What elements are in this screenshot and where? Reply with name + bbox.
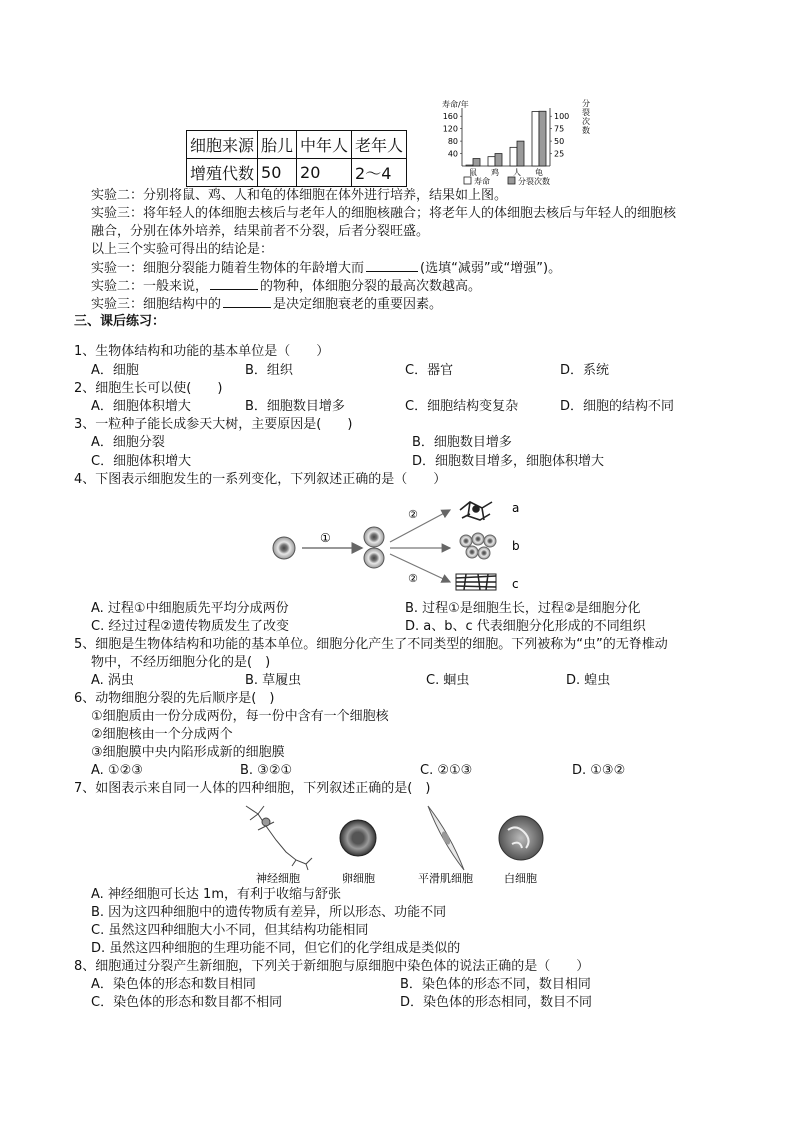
step-2-label-top: ② — [408, 508, 418, 521]
table-cell: 细胞来源 — [187, 131, 258, 159]
q8-option-b[interactable]: B．染色体的形态不同，数目相同 — [400, 977, 591, 992]
bar-lifespan-1 — [488, 157, 495, 166]
question-1-stem: 1、生物体结构和功能的基本单位是（ ） — [74, 344, 330, 359]
question-6-stem: 6、动物细胞分裂的先后顺序是( ) — [74, 691, 275, 706]
caption-egg-cell: 卵细胞 — [342, 872, 375, 885]
q6-statement-1: ①细胞质由一份分成两份，每一份中含有一个细胞核 — [91, 709, 389, 724]
nerve-cell-figure — [246, 806, 312, 870]
q8-option-d[interactable]: D．染色体的形态相同，数目不同 — [400, 995, 593, 1010]
table-cell: 2～4 — [352, 159, 407, 187]
q6-statement-2: ②细胞核由一个分成两个 — [91, 727, 233, 742]
conclusion-three — [91, 295, 442, 313]
bar-division-0 — [473, 159, 480, 166]
q6-option-c[interactable]: C. ②①③ — [420, 763, 473, 778]
caption-nerve-cell: 神经细胞 — [256, 872, 300, 885]
bar-lifespan-3 — [532, 112, 539, 166]
q7-option-d[interactable]: D. 虽然这四种细胞的生理功能不同，但它们的化学组成是类似的 — [91, 941, 461, 956]
q1-option-b[interactable]: B．组织 — [245, 363, 293, 378]
category-label: 鼠 — [469, 168, 477, 177]
four-cells-figure — [236, 800, 556, 886]
conclusion-one — [91, 259, 561, 277]
q4-option-a[interactable]: A. 过程①中细胞质先平均分成两份 — [91, 601, 289, 616]
q4-option-b[interactable]: B. 过程①是细胞生长，过程②是细胞分化 — [405, 601, 641, 616]
q1-option-c[interactable]: C．器官 — [405, 363, 454, 378]
legend-label-division: 分裂次数 — [518, 177, 550, 186]
q3-option-b[interactable]: B．细胞数目增多 — [412, 435, 512, 450]
tissue-label-a: a — [512, 501, 520, 515]
lifespan-division-chart — [428, 96, 588, 188]
question-3-stem: 3、一粒种子能长成参天大树，主要原因是( ) — [74, 417, 353, 432]
single-cell — [273, 537, 295, 559]
tissue-label-c: c — [512, 577, 519, 591]
step-1-label: ① — [320, 531, 331, 545]
y-axis-label-right-char: 数 — [582, 126, 590, 135]
caption-white-blood-cell: 白细胞 — [504, 872, 537, 885]
answer-blank[interactable] — [366, 259, 418, 272]
q2-option-c[interactable]: C．细胞结构变复杂 — [405, 399, 519, 414]
q8-option-a[interactable]: A．染色体的形态和数目相同 — [91, 977, 256, 992]
q1-option-a[interactable]: A．细胞 — [91, 363, 139, 378]
tick-label-left: 40 — [447, 149, 458, 159]
egg-cell-figure — [340, 820, 376, 856]
question-5-stem-line1: 5、细胞是生物体结构和功能的基本单位。细胞分化产生了不同类型的细胞。下列被称为“虫”的无脊椎动 — [74, 637, 668, 652]
q6-statement-3: ③细胞膜中央内陷形成新的细胞膜 — [91, 745, 285, 760]
q7-option-b[interactable]: B. 因为这四种细胞中的遗传物质有差异，所以形态、功能不同 — [91, 905, 447, 920]
white-blood-cell-figure — [499, 816, 543, 860]
tick-label-right: 75 — [554, 124, 565, 134]
bar-division-1 — [495, 154, 502, 166]
q5-option-b[interactable]: B. 草履虫 — [245, 673, 302, 688]
conclusion-three-suffix: 是决定细胞衰老的重要因素。 — [273, 297, 443, 312]
epithelial-tissue-figure — [460, 533, 496, 559]
caption-smooth-muscle-cell: 平滑肌细胞 — [418, 872, 473, 885]
divided-cell-bottom — [364, 548, 384, 568]
legend-swatch-division — [508, 177, 515, 184]
q5-option-d[interactable]: D. 蝗虫 — [566, 673, 611, 688]
proliferation-table — [186, 130, 407, 187]
y-axis-label-left: 寿命/年 — [442, 100, 469, 109]
step-2-arrow-a — [390, 510, 450, 542]
q3-option-a[interactable]: A．细胞分裂 — [91, 435, 165, 450]
q3-option-c[interactable]: C．细胞体积增大 — [91, 454, 192, 469]
q2-option-a[interactable]: A．细胞体积增大 — [91, 399, 191, 414]
bar-lifespan-2 — [510, 147, 517, 166]
q1-option-d[interactable]: D．系统 — [560, 363, 610, 378]
table-cell: 50 — [258, 159, 297, 187]
question-4-stem: 4、下图表示细胞发生的一系列变化，下列叙述正确的是（ ） — [74, 472, 447, 487]
table-cell: 胎儿 — [258, 131, 297, 159]
step-2-label-bottom: ② — [408, 572, 418, 585]
table-cell: 20 — [297, 159, 352, 187]
y-axis-label-right-char: 裂 — [582, 108, 590, 117]
tick-label-left: 120 — [442, 124, 458, 134]
experiment-three-line2: 融合，分别在体外培养，结果前者不分裂，后者分裂旺盛。 — [91, 224, 430, 239]
conclusion-two — [91, 277, 481, 295]
tick-label-left: 160 — [442, 112, 458, 122]
q4-option-d[interactable]: D. a、b、c 代表细胞分化形成的不同组织 — [405, 619, 646, 634]
tick-label-right: 25 — [554, 149, 565, 159]
q6-option-a[interactable]: A. ①②③ — [91, 763, 143, 778]
conclusion-two-suffix: 的物种，体细胞分裂的最高次数越高。 — [260, 279, 482, 294]
legend-swatch-lifespan — [464, 177, 471, 184]
legend-label-lifespan: 寿命 — [474, 177, 490, 186]
smooth-muscle-cell-figure — [428, 806, 464, 870]
experiment-three-line1: 实验三：将年轻人的体细胞去核后与老年人的细胞核融合；将老年人的体细胞去核后与年轻人的细胞核 — [91, 206, 677, 221]
conclusion-intro: 以上三个实验可得出的结论是： — [91, 242, 274, 257]
q2-option-d[interactable]: D．细胞的结构不同 — [560, 399, 675, 414]
q5-option-c[interactable]: C. 蛔虫 — [426, 673, 470, 688]
q8-option-c[interactable]: C．染色体的形态和数目都不相同 — [91, 995, 283, 1010]
table-cell: 中年人 — [297, 131, 352, 159]
conclusion-two-text: 实验二：一般来说， — [91, 279, 209, 294]
bar-division-2 — [517, 141, 524, 166]
step-2-arrow-c — [390, 554, 450, 582]
tick-label-right: 50 — [554, 137, 565, 147]
q6-option-d[interactable]: D. ①③② — [572, 763, 626, 778]
tick-label-right: 100 — [554, 112, 570, 122]
conclusion-one-suffix: (选填“减弱”或“增强”)。 — [420, 261, 562, 276]
q2-option-b[interactable]: B．细胞数目增多 — [245, 399, 345, 414]
q7-option-c[interactable]: C. 虽然这四种细胞大小不同，但其结构功能相同 — [91, 923, 369, 938]
chart-legend — [464, 176, 550, 186]
category-label: 人 — [513, 168, 521, 177]
table-row — [187, 131, 407, 159]
answer-blank[interactable] — [223, 295, 271, 308]
y-axis-label-right — [582, 98, 590, 135]
divided-cell-top — [364, 527, 384, 547]
q7-option-a[interactable]: A. 神经细胞可长达 1m，有利于收缩与舒张 — [91, 887, 341, 902]
question-8-stem: 8、细胞通过分裂产生新细胞，下列关于新细胞与原细胞中染色体的说法正确的是（ ） — [74, 959, 590, 974]
nerve-tissue-figure — [460, 502, 492, 520]
tick-label-left: 80 — [447, 137, 458, 147]
cell-change-diagram — [270, 492, 530, 598]
conclusion-one-text: 实验一：细胞分裂能力随着生物体的年龄增大而 — [91, 261, 365, 276]
table-cell: 老年人 — [352, 131, 407, 159]
bar-lifespan-0 — [466, 165, 473, 166]
table-row — [187, 159, 407, 187]
section-title: 三、课后练习： — [74, 314, 166, 329]
question-7-stem: 7、如图表示来自同一人体的四种细胞，下列叙述正确的是( ) — [74, 781, 431, 796]
question-5-stem-line2: 物中，不经历细胞分化的是( ) — [91, 655, 271, 670]
table-cell: 增殖代数 — [187, 159, 258, 187]
bar-division-3 — [539, 111, 546, 166]
experiment-two: 实验二：分别将鼠、鸡、人和龟的体细胞在体外进行培养，结果如上图。 — [91, 188, 508, 203]
category-label: 鸡 — [491, 168, 499, 177]
q3-option-d[interactable]: D．细胞数目增多，细胞体积增大 — [412, 454, 605, 469]
tissue-label-b: b — [512, 539, 520, 553]
answer-blank[interactable] — [210, 277, 258, 290]
category-label: 龟 — [535, 168, 543, 177]
muscle-tissue-figure — [456, 574, 496, 590]
y-axis-label-right-char: 次 — [582, 117, 590, 126]
conclusion-three-text: 实验三：细胞结构中的 — [91, 297, 222, 312]
q5-option-a[interactable]: A. 涡虫 — [91, 673, 134, 688]
q4-option-c[interactable]: C. 经过过程②遗传物质发生了改变 — [91, 619, 289, 634]
y-axis-label-right-char: 分 — [582, 99, 590, 108]
question-2-stem: 2、细胞生长可以使( ) — [74, 381, 223, 396]
q6-option-b[interactable]: B. ③②① — [240, 763, 293, 778]
